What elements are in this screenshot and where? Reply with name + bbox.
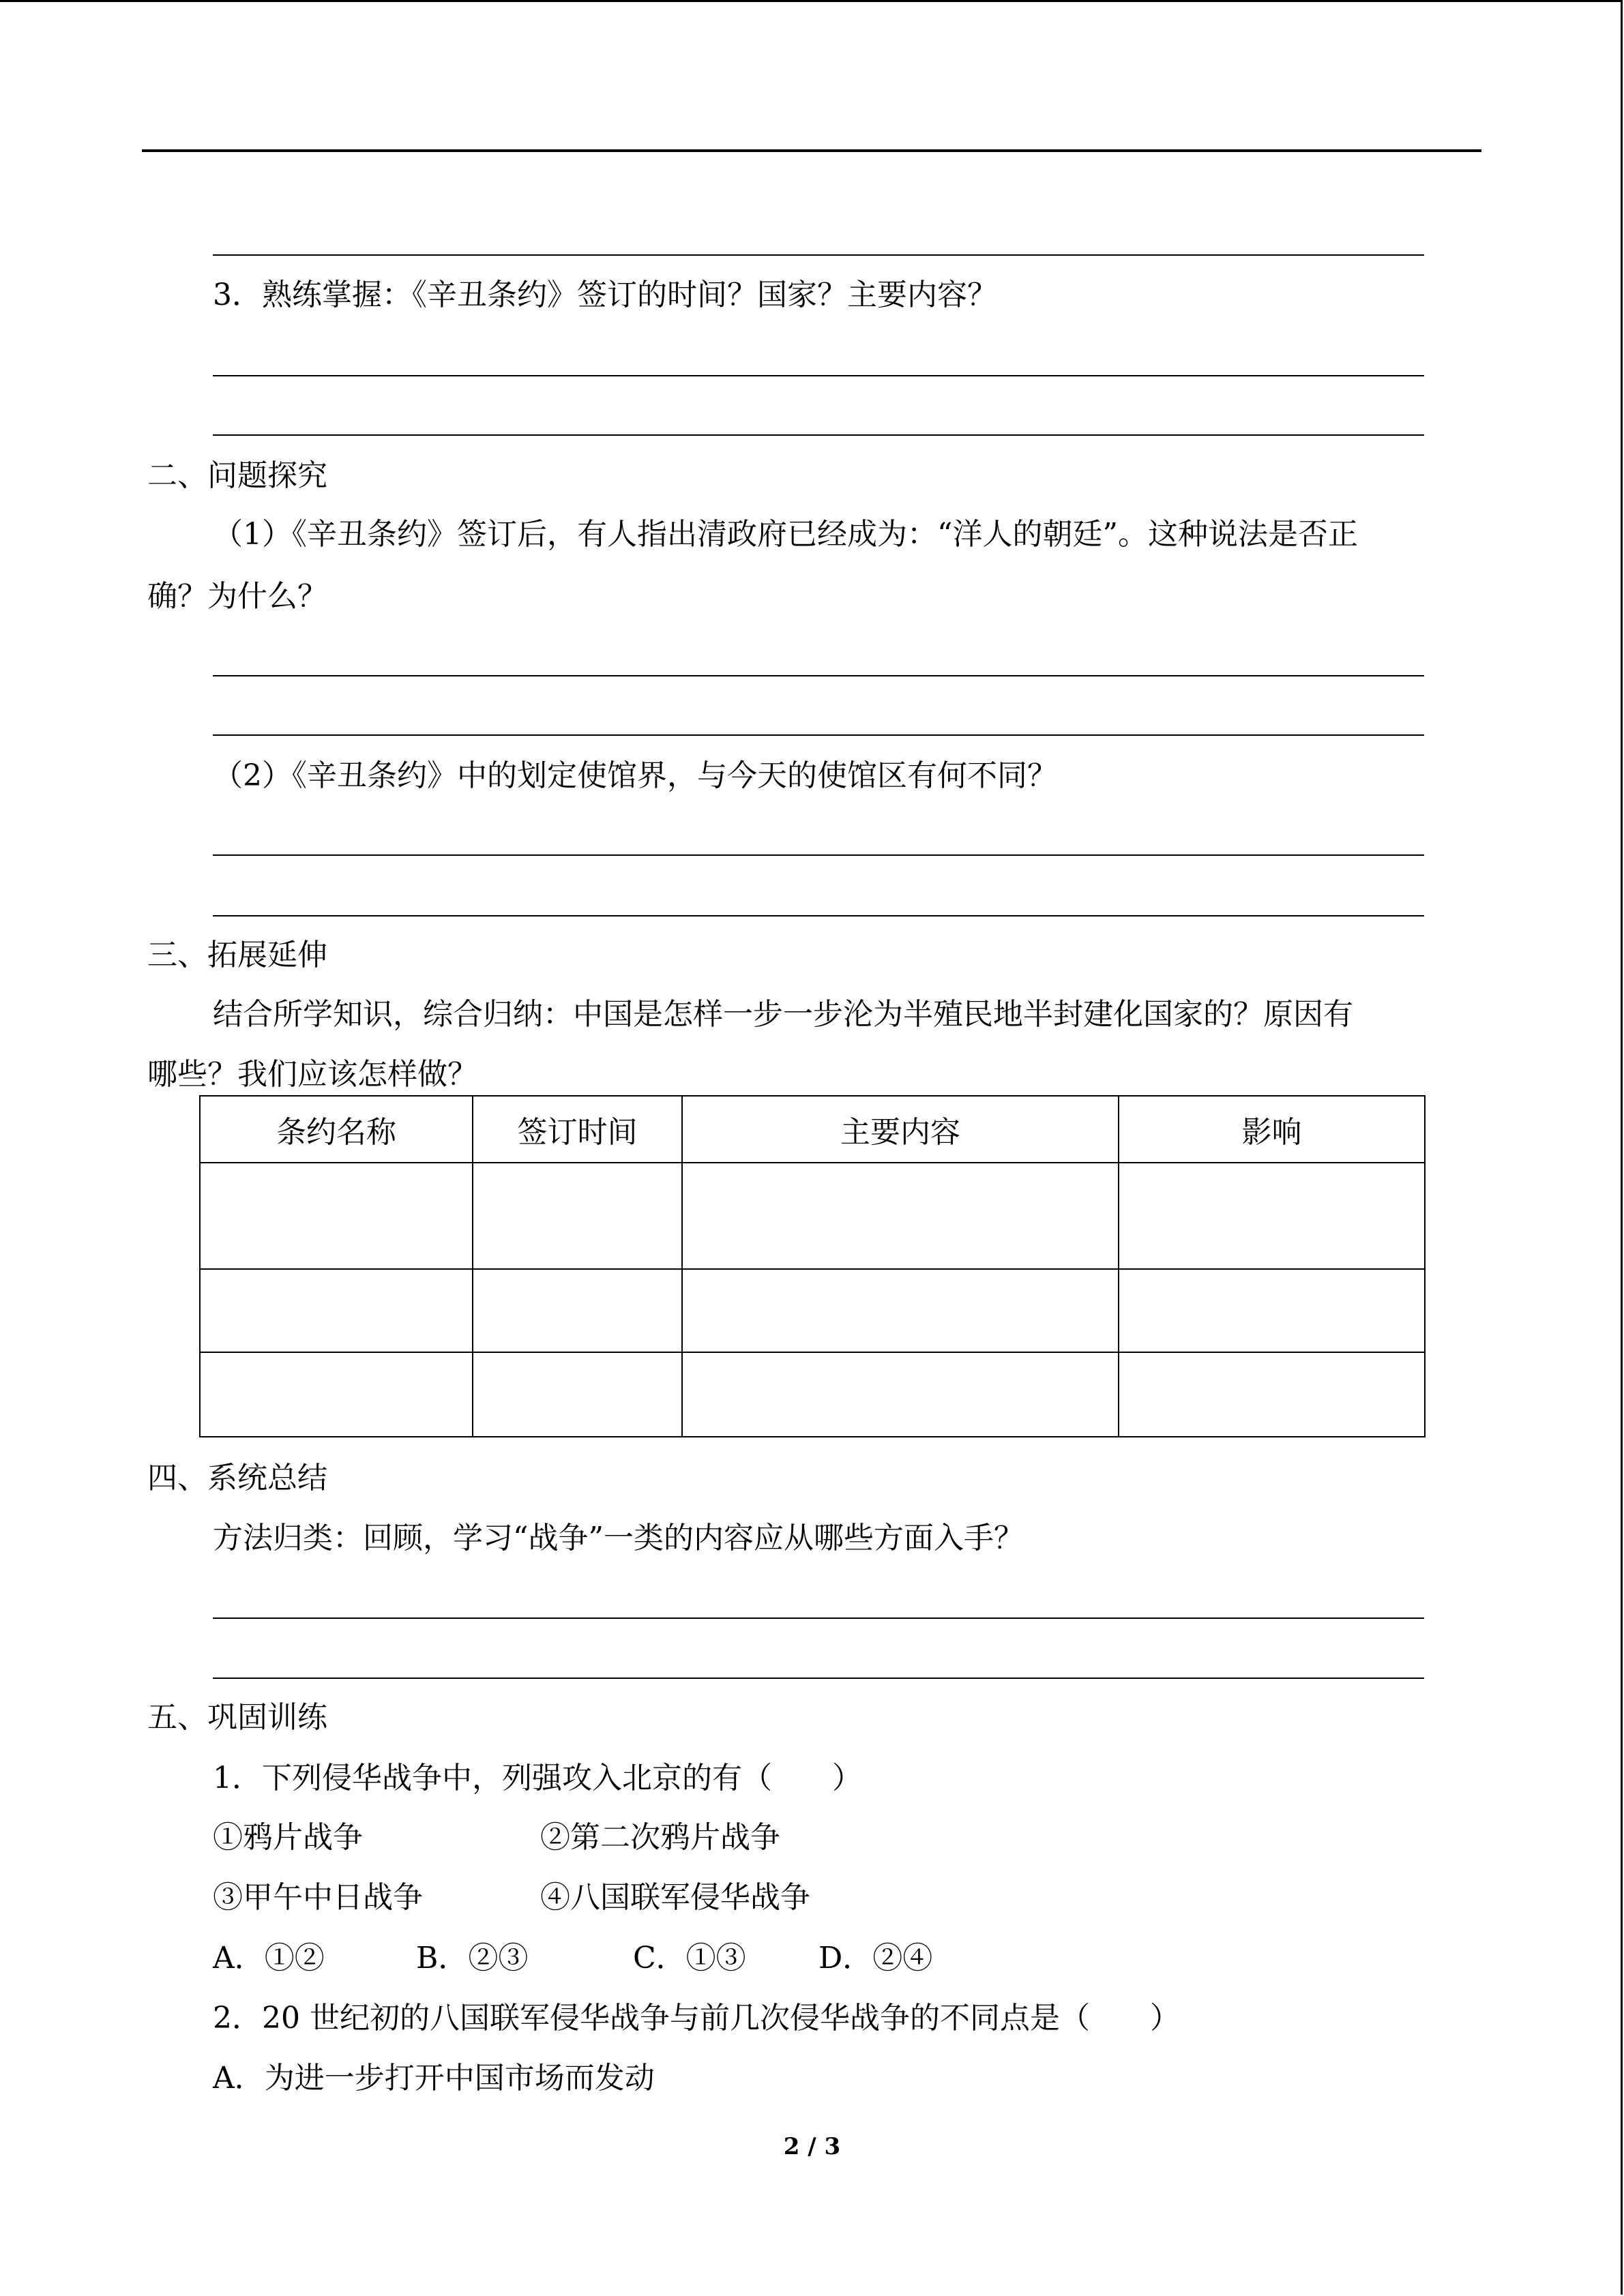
table-cell[interactable]	[1119, 1352, 1425, 1437]
answer-line	[213, 1678, 1424, 1679]
section-3-prompt-line2: 哪些？我们应该怎样做？	[147, 1057, 477, 1092]
answer-line	[213, 915, 1424, 916]
exercise-1-item: ④八国联军侵华战争	[540, 1880, 810, 1915]
table-row	[200, 1163, 1425, 1269]
table-cell[interactable]	[682, 1269, 1119, 1352]
table-header-cell: 条约名称	[200, 1096, 473, 1163]
exercise-1-option-d: D．②④	[818, 1941, 933, 1976]
exercise-1-option-c: C．①③	[633, 1941, 746, 1976]
section-5-heading: 五、巩固训练	[147, 1700, 327, 1735]
section-3-prompt-line1: 结合所学知识，综合归纳：中国是怎样一步一步沦为半殖民地半封建化国家的？原因有	[213, 997, 1353, 1032]
exercise-1-stem: 1．下列侵华战争中，列强攻入北京的有（ ）	[213, 1761, 862, 1795]
header-rule	[142, 149, 1481, 152]
answer-line	[213, 675, 1424, 676]
exercise-1-option-a: A．①②	[213, 1941, 325, 1976]
table-header-cell: 影响	[1119, 1096, 1425, 1163]
exercise-1-item: ③甲午中日战争	[213, 1880, 423, 1915]
question-3: 3．熟练掌握：《辛丑条约》签订的时间？国家？主要内容？	[213, 278, 997, 312]
table-row	[200, 1352, 1425, 1437]
answer-line	[213, 854, 1424, 856]
table-cell[interactable]	[473, 1352, 682, 1437]
table-cell[interactable]	[473, 1163, 682, 1269]
section-3-heading: 三、拓展延伸	[147, 938, 327, 972]
table-cell[interactable]	[200, 1352, 473, 1437]
table-header-cell: 签订时间	[473, 1096, 682, 1163]
answer-line	[213, 1617, 1424, 1619]
table-cell[interactable]	[1119, 1163, 1425, 1269]
table-row	[200, 1269, 1425, 1352]
table-header-row	[200, 1096, 1425, 1163]
table-cell[interactable]	[682, 1163, 1119, 1269]
table-cell[interactable]	[682, 1352, 1119, 1437]
section-4-heading: 四、系统总结	[147, 1461, 327, 1495]
exercise-2-stem: 2．20 世纪初的八国联军侵华战争与前几次侵华战争的不同点是（ ）	[213, 2001, 1180, 2036]
exercise-1-item: ②第二次鸦片战争	[540, 1820, 780, 1855]
exercise-2-option-a: A．为进一步打开中国市场而发动	[213, 2061, 655, 2096]
answer-line	[213, 254, 1424, 256]
section-2-heading: 二、问题探究	[147, 458, 327, 493]
answer-line	[213, 734, 1424, 736]
table-cell[interactable]	[200, 1269, 473, 1352]
section-4-prompt: 方法归类：回顾，学习“战争”一类的内容应从哪些方面入手？	[213, 1521, 1024, 1555]
section-2-q1-line1: （1）《辛丑条约》签订后，有人指出清政府已经成为：“洋人的朝廷”。这种说法是否正	[213, 517, 1358, 552]
table-header-cell: 主要内容	[682, 1096, 1119, 1163]
table-cell[interactable]	[1119, 1269, 1425, 1352]
section-2-q1-line2: 确？为什么？	[147, 579, 327, 614]
exercise-1-item: ①鸦片战争	[213, 1820, 363, 1855]
table-cell[interactable]	[200, 1163, 473, 1269]
exercise-1-option-b: B．②③	[416, 1941, 529, 1976]
answer-line	[213, 434, 1424, 436]
page-number: 2 / 3	[783, 2133, 841, 2160]
table-cell[interactable]	[473, 1269, 682, 1352]
treaty-table	[199, 1095, 1426, 1437]
answer-line	[213, 375, 1424, 376]
section-2-q2: （2）《辛丑条约》中的划定使馆界，与今天的使馆区有何不同？	[213, 758, 1057, 793]
